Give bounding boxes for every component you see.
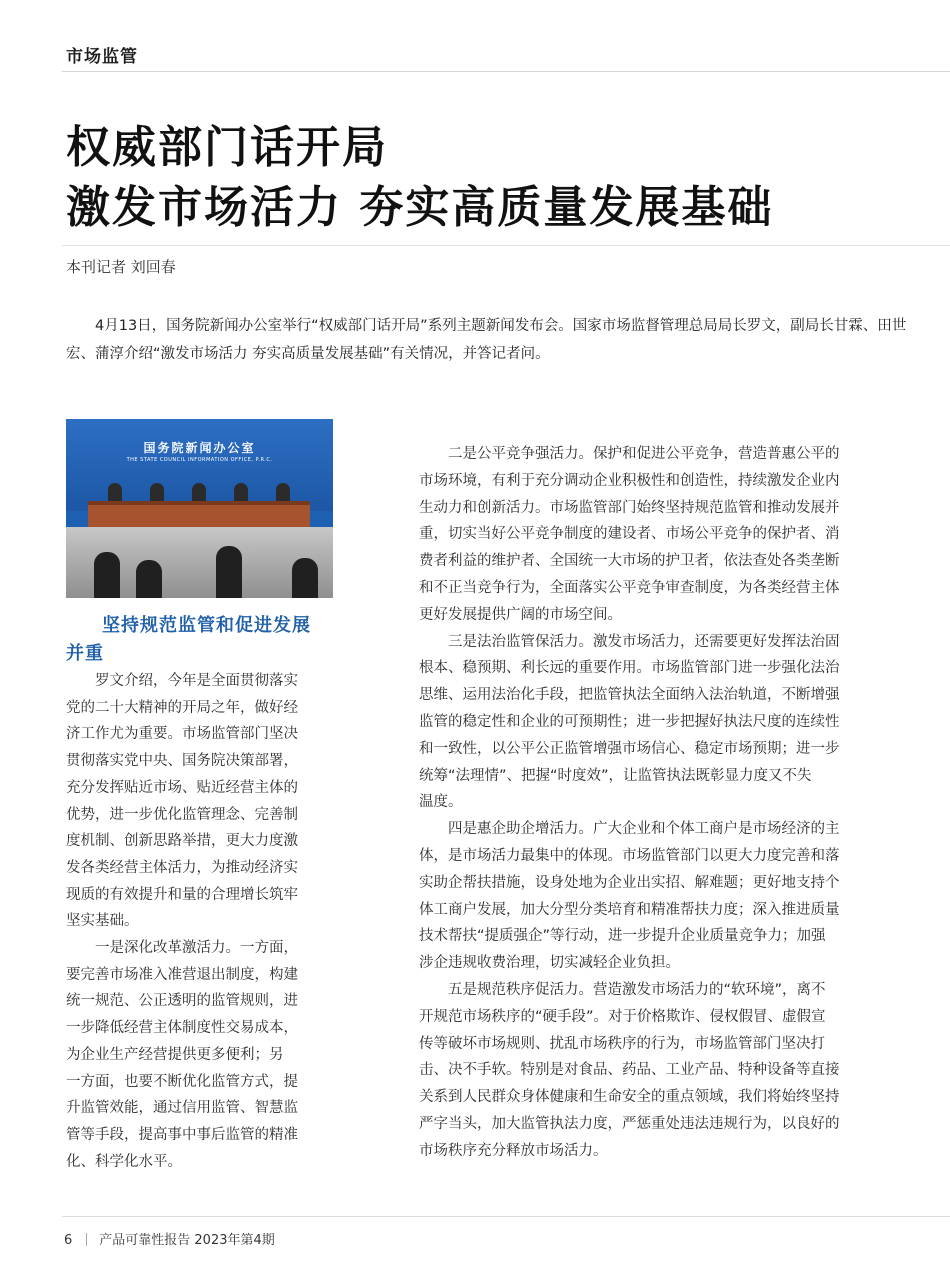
lead-paragraph: 4月13日，国务院新闻办公室举行“权威部门话开局”系列主题新闻发布会。国家市场监督管理总局局长罗文，副局长甘霖、田世宏、蒲淳介绍“激发市场活力 夯实高质量发展基础”有关情况，并答记者问。	[66, 318, 907, 362]
title-line: 权威部门话开局	[66, 122, 388, 173]
press-conference-photo	[66, 419, 333, 598]
section-label: 市场监管	[66, 47, 138, 67]
text-line: 生动力和创新活力。市场监管部门始终坚持规范监管和推动发展并	[419, 499, 840, 516]
byline: 本刊记者 刘回春	[66, 258, 176, 276]
text-line: 严字当头，加大监管执法力度，严惩重处违法违规行为，以良好的	[419, 1115, 840, 1132]
text-line: 发各类经营主体活力，为推动经济实	[66, 859, 298, 876]
header-rule	[62, 71, 950, 72]
text-line: 为企业生产经营提供更多便利；另	[66, 1046, 284, 1063]
text-line: 要完善市场准入准营退出制度，构建	[66, 966, 298, 983]
text-line: 重，切实当好公平竞争制度的建设者、市场公平竞争的保护者、消	[419, 526, 840, 543]
text-line: 关系到人民群众身体健康和生命安全的重点领域，我们将始终坚持	[419, 1089, 840, 1106]
body-paragraph	[419, 629, 919, 817]
text-line: 击、决不手软。特别是对食品、药品、工业产品、特种设备等直接	[419, 1062, 840, 1079]
text-line: 统筹“法理情”、把握“时度效”，让监管执法既彰显力度又不失	[419, 767, 812, 784]
audience-figure	[94, 552, 120, 598]
text-line: 市场环境，有利于充分调动企业积极性和创造性，持续激发企业内	[419, 472, 840, 489]
body-paragraph	[419, 977, 919, 1165]
text-line: 监管的稳定性和企业的可预期性；进一步把握好执法尺度的连续性	[419, 713, 840, 730]
footer-rule	[62, 1216, 950, 1217]
text-line: 度机制、创新思路举措，更大力度激	[66, 833, 298, 850]
speaker-figure	[234, 483, 248, 503]
audience-figure	[216, 546, 242, 598]
body-paragraph	[66, 935, 336, 1175]
speaker-figure	[192, 483, 206, 503]
text-line: 五是规范秩序促活力。营造激发市场活力的“软环境”，离不	[448, 981, 826, 998]
text-line: 济工作尤为重要。市场监管部门坚决	[66, 726, 298, 743]
text-line: 体工商户发展，加大分型分类培育和精准帮扶力度；深入推进质量	[419, 901, 840, 918]
text-line: 市场秩序充分释放市场活力。	[419, 1142, 608, 1159]
text-line: 一是深化改革激活力。一方面，	[95, 940, 298, 957]
text-line: 和一致性，以公平公正监管增强市场信心、稳定市场预期；进一步	[419, 740, 840, 757]
audience-figure	[136, 560, 162, 598]
text-line: 罗文介绍，今年是全面贯彻落实	[95, 673, 298, 689]
page-footer	[64, 1229, 275, 1248]
publication-name: 产品可靠性报告 2023年第4期	[99, 1233, 275, 1248]
page-number: 6	[64, 1233, 73, 1248]
article-title	[66, 118, 773, 238]
body-paragraph	[419, 441, 919, 629]
photo-sign-english: THE STATE COUNCIL INFORMATION OFFICE, P.R.C.	[126, 457, 273, 463]
body-paragraph	[419, 816, 919, 977]
speaker-figure	[276, 483, 290, 503]
body-paragraph	[66, 668, 336, 935]
text-line: 思维、运用法治化手段，把监管执法全面纳入法治轨道，不断增强	[419, 687, 840, 704]
text-line: 实助企帮扶措施，设身处地为企业出实招、解难题；更好地支持个	[419, 874, 840, 891]
text-line: 温度。	[419, 794, 463, 811]
text-line: 费者利益的维护者、全国统一大市场的护卫者，依法查处各类垄断	[419, 553, 840, 570]
right-column	[419, 441, 919, 1165]
text-line: 涉企违规收费治理，切实减轻企业负担。	[419, 955, 680, 972]
text-line: 技术帮扶“提质强企”等行动，进一步提升企业质量竞争力；加强	[419, 928, 826, 945]
footer-separator	[86, 1233, 87, 1246]
text-line: 现质的有效提升和量的合理增长筑牢	[66, 886, 298, 903]
text-line: 体，是市场活力最集中的体现。市场监管部门以更大力度完善和落	[419, 847, 840, 864]
photo-sign: 国务院新闻办公室	[143, 441, 256, 455]
title-line: 激发市场活力 夯实高质量发展基础	[66, 182, 774, 233]
text-line: 党的二十大精神的开局之年，做好经	[66, 699, 298, 716]
text-line: 统一规范、公正透明的监管规则，进	[66, 993, 298, 1010]
speaker-figure	[150, 483, 164, 503]
text-line: 开规范市场秩序的“硬手段”。对于价格欺诈、侵权假冒、虚假宣	[419, 1008, 826, 1025]
speaker-figure	[108, 483, 122, 503]
text-line: 二是公平竞争强活力。保护和促进公平竞争，营造普惠公平的	[448, 446, 840, 462]
subhead-line: 并重	[66, 643, 104, 664]
text-line: 一步降低经营主体制度性交易成本，	[66, 1020, 298, 1037]
title-rule	[62, 245, 950, 246]
audience-figure	[292, 558, 318, 598]
text-line: 和不正当竞争行为，全面落实公平竞争审查制度，为各类经营主体	[419, 579, 840, 596]
text-line: 贯彻落实党中央、国务院决策部署，	[66, 753, 298, 770]
text-line: 传等破坏市场规则、扰乱市场秩序的行为，市场监管部门坚决打	[419, 1035, 825, 1052]
text-line: 三是法治监管保活力。激发市场活力，还需要更好发挥法治固	[448, 633, 840, 650]
text-line: 升监管效能，通过信用监管、智慧监	[66, 1100, 298, 1117]
text-line: 充分发挥贴近市场、贴近经营主体的	[66, 779, 298, 796]
text-line: 四是惠企助企增活力。广大企业和个体工商户是市场经济的主	[448, 821, 840, 838]
text-line: 管等手段，提高事中事后监管的精准	[66, 1126, 298, 1143]
text-line: 一方面，也要不断优化监管方式，提	[66, 1073, 298, 1090]
left-column	[66, 668, 336, 1175]
text-line: 化、科学化水平。	[66, 1153, 182, 1170]
text-line: 根本、稳预期、利长远的重要作用。市场监管部门进一步强化法治	[419, 660, 840, 677]
text-line: 更好发展提供广阔的市场空间。	[419, 606, 622, 623]
text-line: 坚实基础。	[66, 913, 139, 930]
text-line: 优势，进一步优化监管理念、完善制	[66, 806, 298, 823]
subhead-line: 坚持规范监管和促进发展	[102, 615, 311, 636]
section-subhead	[66, 612, 338, 668]
